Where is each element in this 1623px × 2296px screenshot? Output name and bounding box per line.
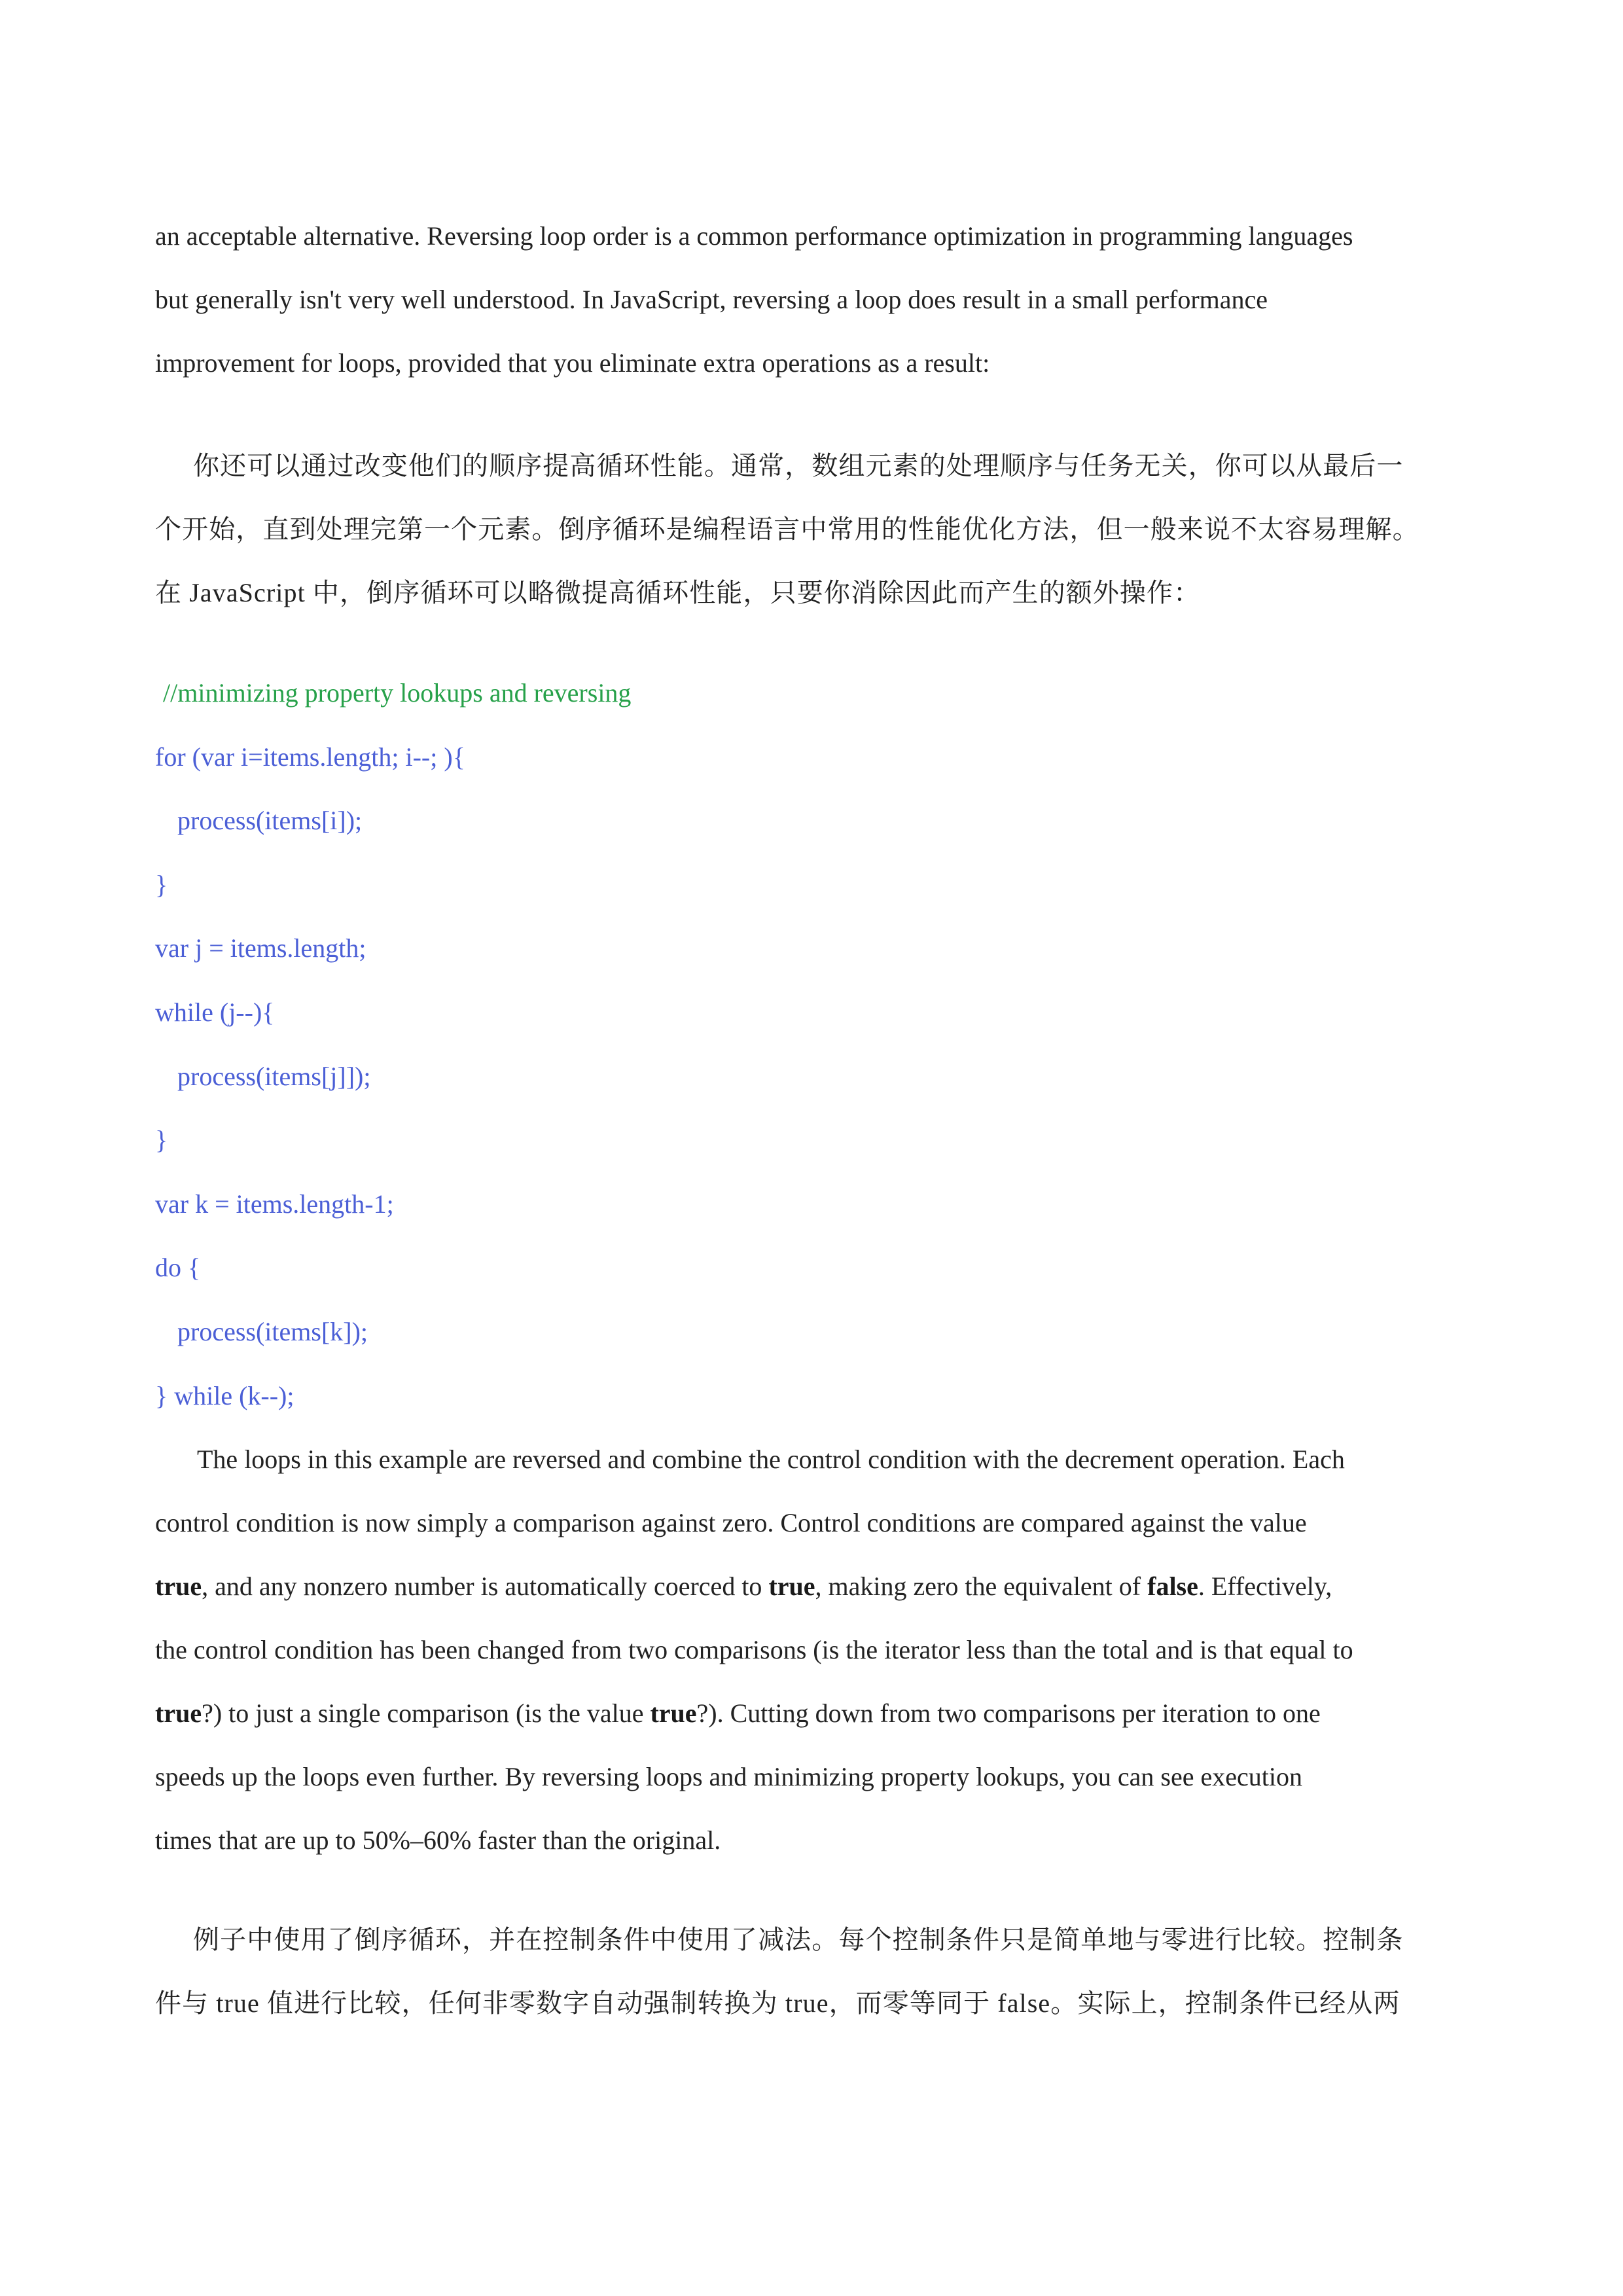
text-line: 个开始，直到处理完第一个元素。倒序循环是编程语言中常用的性能优化方法，但一般来说不太容易理解。	[155, 514, 1419, 544]
code-line: }	[155, 1125, 168, 1155]
text-line	[155, 1554, 1471, 1618]
code-line: for (var i=items.length; i--; ){	[155, 742, 465, 772]
text-line	[155, 1681, 1471, 1745]
text-run: . Effectively,	[1198, 1571, 1332, 1602]
text-line: 在 JavaScript 中，倒序循环可以略微提高循环性能，只要你消除因此而产生的额外操作：	[155, 578, 1201, 607]
keyword-false: false	[1147, 1571, 1198, 1602]
text-line: improvement for loops, provided that you eliminate extra operations as a result:	[155, 348, 990, 378]
text-line: 件与 true 值进行比较，任何非零数字自动强制转换为 true，而零等同于 false。实际上，控制条件已经从两	[155, 1988, 1400, 2018]
text-run: , making zero the equivalent of	[815, 1571, 1148, 1602]
code-comment: //minimizing property lookups and reversing	[163, 678, 632, 708]
text-run: ?) to just a single comparison (is the value	[202, 1698, 651, 1729]
text-run: , and any nonzero number is automatically coerced to	[202, 1571, 769, 1602]
code-line: while (j--){	[155, 997, 275, 1027]
keyword-true: true	[768, 1571, 815, 1602]
code-line: process(items[k]);	[177, 1316, 368, 1346]
text-line: but generally isn't very well understood. In JavaScript, reversing a loop does result in a small performance	[155, 285, 1268, 314]
text-line: 例子中使用了倒序循环，并在控制条件中使用了减法。每个控制条件只是简单地与零进行比较。控制条	[193, 1925, 1404, 1955]
text-line: times that are up to 50%–60% faster than the original.	[155, 1825, 721, 1856]
code-line: process(items[i]);	[177, 806, 363, 836]
text-line: an acceptable alternative. Reversing loop order is a common performance optimization in programming languages	[155, 221, 1353, 251]
text-line: the control condition has been changed from two comparisons (is the iterator less than the total and is that equal to	[155, 1635, 1353, 1665]
text-line: The loops in this example are reversed and combine the control condition with the decrement operation. Each	[197, 1444, 1345, 1475]
page-content	[155, 204, 1471, 2035]
keyword-true: true	[155, 1571, 202, 1602]
code-line: var k = items.length-1;	[155, 1189, 394, 1219]
code-block	[155, 661, 1471, 1427]
code-line: process(items[j]]);	[177, 1061, 371, 1091]
text-line: 你还可以通过改变他们的顺序提高循环性能。通常，数组元素的处理顺序与任务无关，你可以从最后一	[193, 451, 1404, 480]
text-run: ?). Cutting down from two comparisons per iteration to one	[696, 1698, 1321, 1729]
code-line: do {	[155, 1253, 201, 1283]
code-line: }	[155, 869, 168, 899]
paragraph-chinese-intro	[155, 434, 1471, 624]
code-line: } while (k--);	[155, 1380, 294, 1410]
keyword-true: true	[155, 1698, 202, 1729]
text-line: control condition is now simply a comparison against zero. Control conditions are compared against the value	[155, 1508, 1307, 1538]
keyword-true: true	[650, 1698, 697, 1729]
code-line: var j = items.length;	[155, 933, 366, 963]
paragraph-english-intro	[155, 204, 1471, 395]
text-line: speeds up the loops even further. By reversing loops and minimizing property lookups, you can see execution	[155, 1762, 1302, 1792]
paragraph-english-explanation	[155, 1427, 1471, 1872]
paragraph-chinese-explanation	[155, 1908, 1471, 2035]
